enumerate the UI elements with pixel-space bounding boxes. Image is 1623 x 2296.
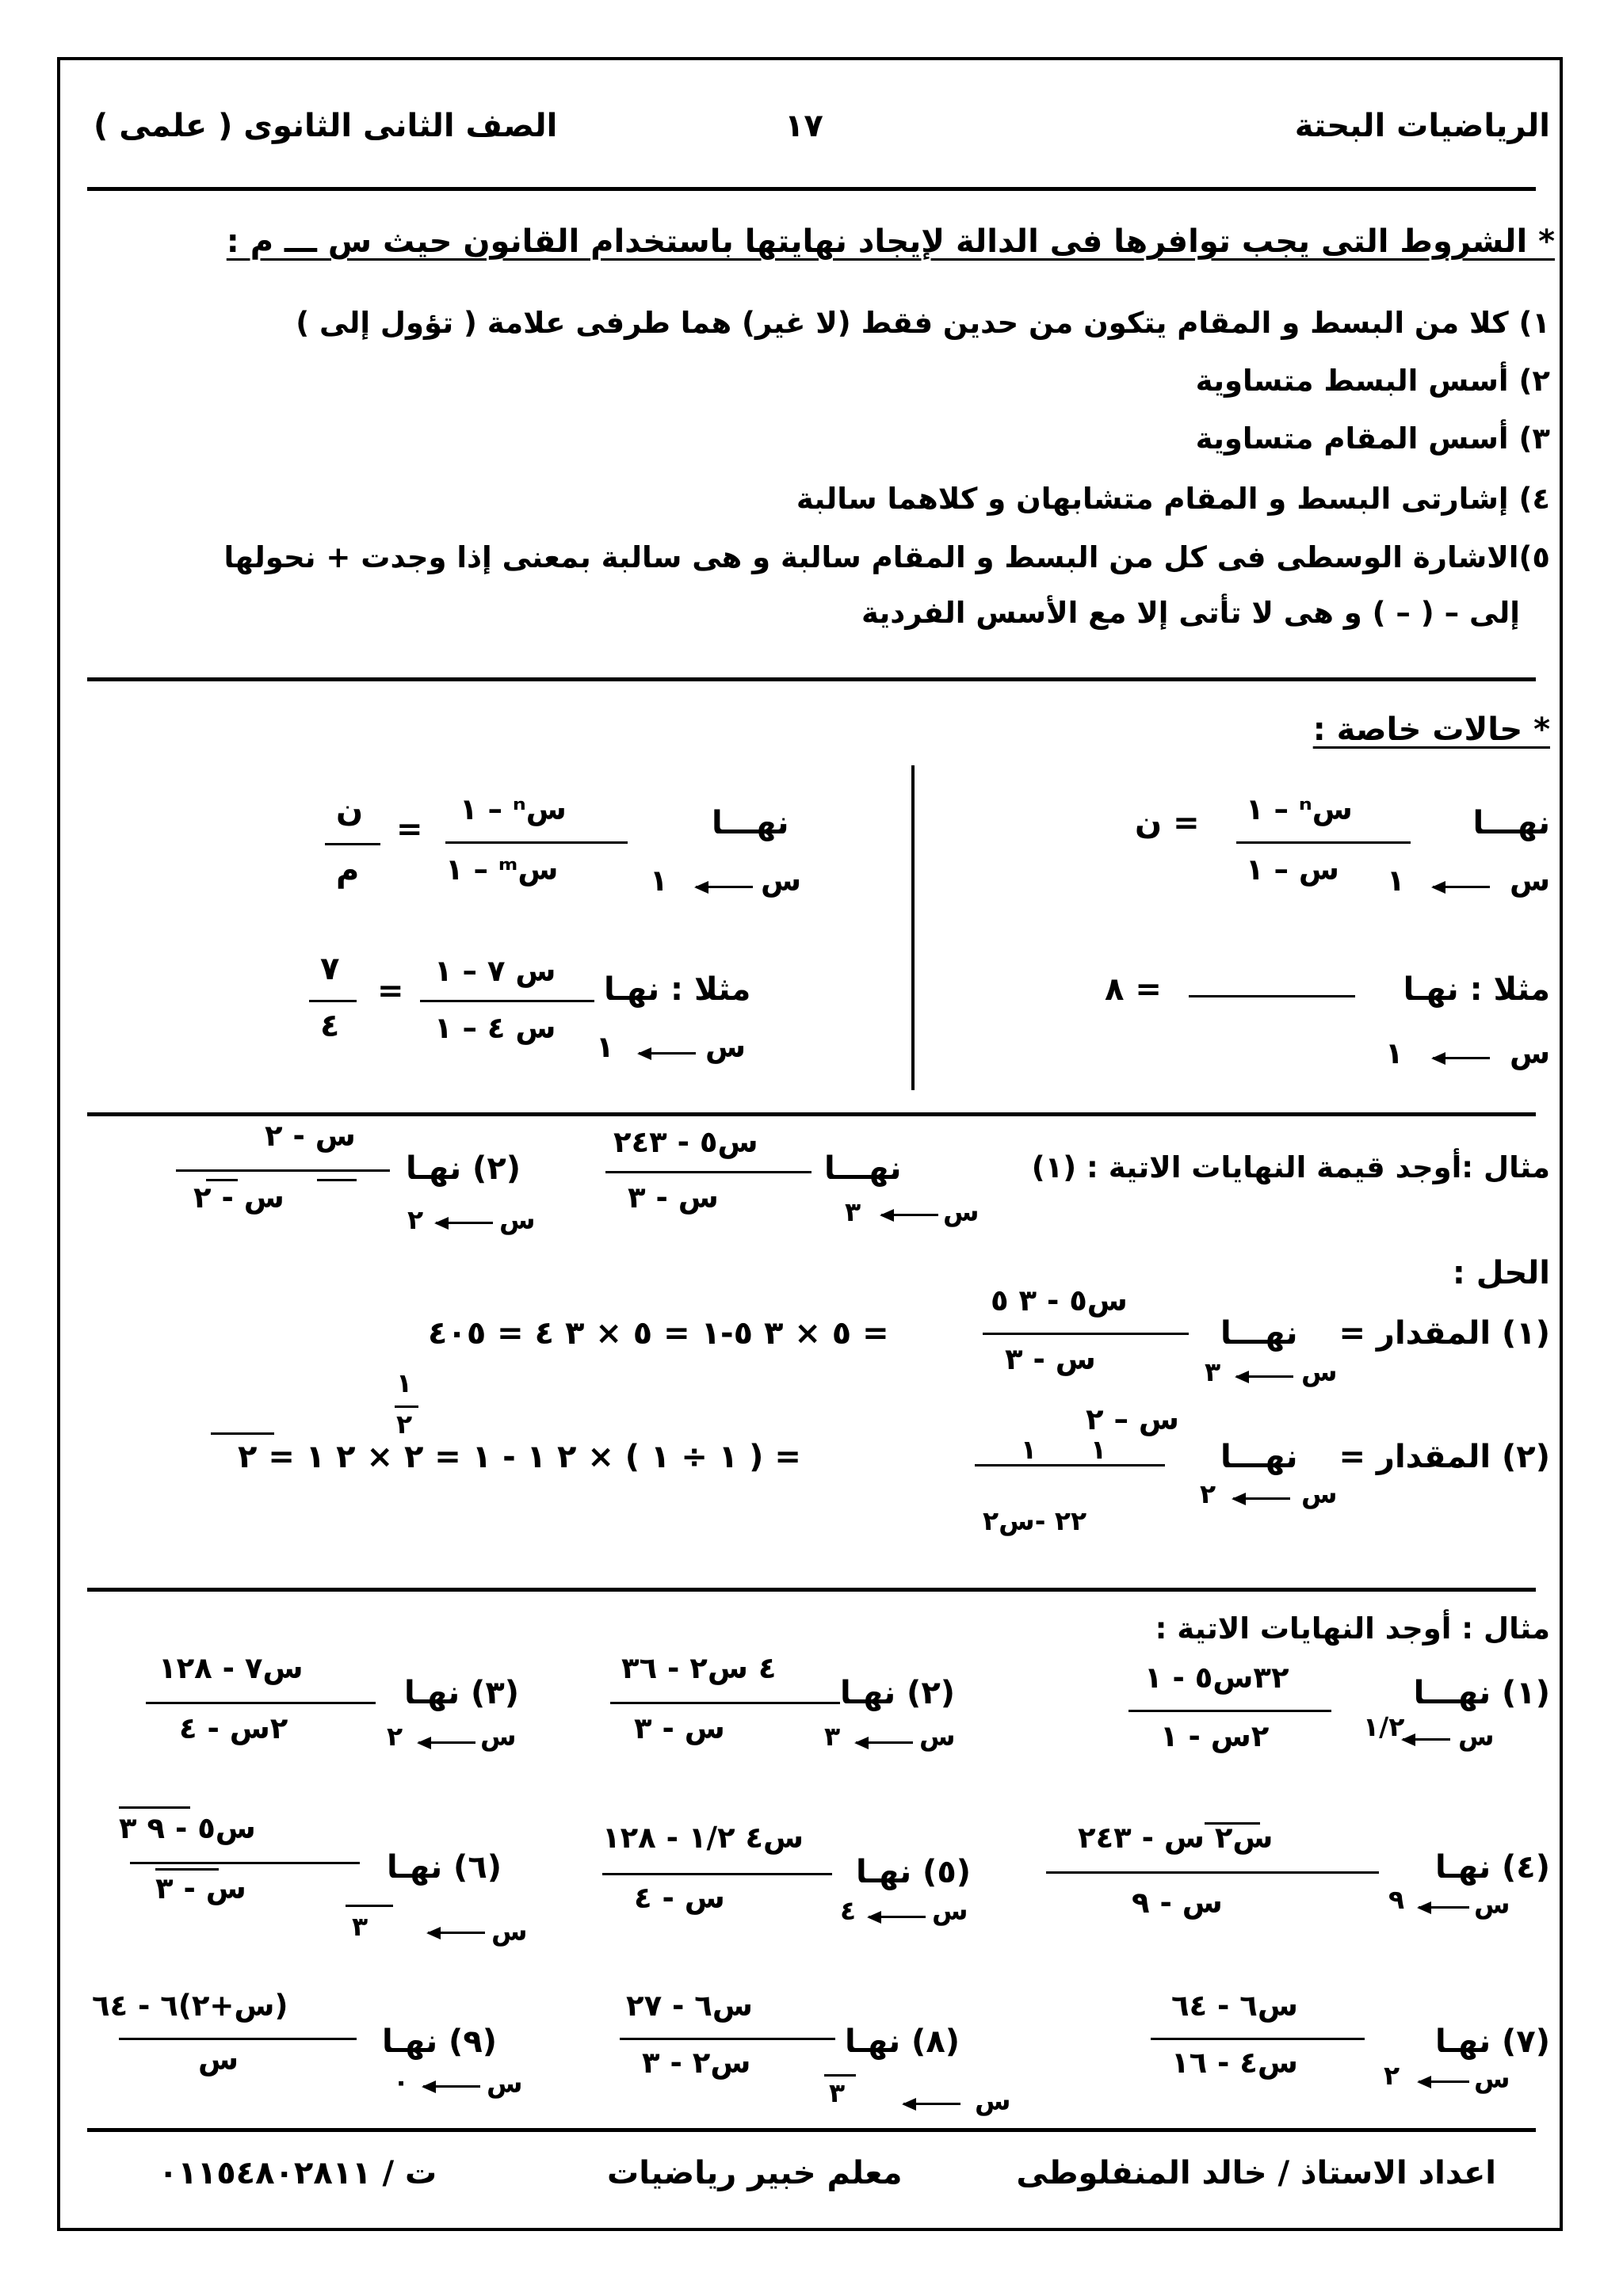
- condition-item-5: ٥)الاشارة الوسطى فى كل من البسط و المقام سالبة و هى سالبة بمعنى إذا وجدت + نحولها: [223, 540, 1550, 574]
- problem-6-radical-bar-top: [119, 1806, 190, 1809]
- case1-denominator: س – ١: [1246, 852, 1339, 887]
- special-cases-title: * حالات خاصة :: [1312, 711, 1550, 748]
- case2-x: س: [761, 864, 802, 898]
- problem-4-x: س: [1474, 1889, 1510, 1920]
- problem-4-arrow: [1419, 1906, 1469, 1909]
- problem-4-radical-bar: [1205, 1822, 1260, 1825]
- problem-3-label: (٣) نهـا: [404, 1675, 520, 1711]
- problem-2-label: (٢) نهـا: [840, 1675, 956, 1711]
- solution-line2-numerator: س – ٢: [1086, 1402, 1179, 1436]
- solution-line2-lim: نهـــا: [1220, 1439, 1298, 1475]
- solution-line1-approach: ٣: [1205, 1356, 1221, 1387]
- problem-3-denominator: ٢س - ٤: [179, 1711, 288, 1745]
- solution-line2-radical-bar: [211, 1432, 274, 1435]
- problem-9-approach: ٠: [393, 2066, 410, 2097]
- example1-approach: ١: [1385, 1036, 1403, 1070]
- solution-line2-label: (٢) المقدار =: [1338, 1439, 1550, 1475]
- solution-line2-power-two: ٢: [396, 1409, 413, 1440]
- condition-item-1: ١) كلا من البسط و المقام يتكون من حدين فقط (لا غير) هما طرفى علامة ( تؤول إلى ): [296, 306, 1550, 340]
- worked-p2-arrow: [436, 1222, 493, 1224]
- worked-p1-x: س: [943, 1196, 980, 1227]
- worked-p2-denominator: س - ٢: [193, 1180, 285, 1215]
- problem-1-x: س: [1458, 1721, 1495, 1752]
- case2-lim: نهـــا: [712, 805, 789, 841]
- worked-p2-radical-bar-2: [317, 1179, 357, 1181]
- condition-item-3: ٣) أسس المقام متساوية: [1195, 421, 1550, 456]
- conditions-divider: [87, 677, 1536, 681]
- problem-5-approach: ٤: [840, 1895, 857, 1926]
- case2-result-bar: [325, 843, 380, 845]
- problem-8-x: س: [975, 2085, 1011, 2116]
- problem-7-label: (٧) نهـا: [1434, 2023, 1550, 2060]
- example2-numerator: س ٧ – ١: [434, 954, 556, 988]
- case2-numerator: سⁿ – ١: [460, 792, 567, 826]
- problem-8-label: (٨) نهـا: [845, 2023, 960, 2060]
- problem-6-fraction-bar: [130, 1862, 360, 1864]
- example2-label: مثلا : نهـا: [604, 971, 751, 1008]
- problem-1-fraction-bar: [1128, 1710, 1331, 1712]
- problem-6-radical-bar-approach: [346, 1905, 393, 1907]
- problem-7-arrow: [1419, 2081, 1469, 2083]
- problem-6-denominator: س - ٣: [155, 1871, 246, 1905]
- case2-fraction-bar: [445, 841, 628, 844]
- solution-line1-arrow: [1236, 1375, 1293, 1378]
- header-grade: الصف الثانى الثانوى ( علمى ): [94, 108, 558, 144]
- problem-7-denominator: س٤ - ١٦: [1171, 2046, 1298, 2080]
- worked-p2-numerator: س - ٢: [265, 1119, 356, 1153]
- worked-p2-fraction-bar: [176, 1169, 390, 1172]
- problem-9-fraction-bar: [119, 2038, 357, 2040]
- worked-p1-numerator: س٥ - ٢٤٣: [613, 1125, 758, 1159]
- case1-x: س: [1509, 864, 1550, 898]
- solution-line1-fraction-bar: [983, 1333, 1189, 1335]
- problem-9-arrow: [423, 2085, 480, 2088]
- problem-2-fraction-bar: [610, 1702, 840, 1704]
- solution-line2-approach: ٢: [1200, 1478, 1216, 1509]
- solution-line2-sub-one-2: ١: [1090, 1434, 1107, 1465]
- problem-2-x: س: [919, 1721, 956, 1752]
- conditions-title: * الشروط التى يجب توافرها فى الدالة لإيجاد نهايتها باستخدام القانون حيث س ـــ م :: [226, 223, 1555, 260]
- worked-p2-x: س: [499, 1204, 536, 1235]
- problem-7-numerator: س٦ - ٦٤: [1171, 1989, 1298, 2023]
- problem-8-arrow: [903, 2103, 960, 2105]
- problem-4-label: (٤) نهـا: [1434, 1849, 1550, 1886]
- problem-5-arrow: [869, 1916, 926, 1918]
- problem-6-label: (٦) نهـا: [387, 1849, 502, 1886]
- problem-2-denominator: س - ٣: [634, 1711, 725, 1745]
- problem-1-numerator: ٣٢س٥ - ١: [1144, 1661, 1289, 1695]
- solution-line2-fraction-bar: [975, 1464, 1165, 1466]
- example1-arrow: [1433, 1057, 1490, 1059]
- problem-1-arrow: [1403, 1738, 1450, 1741]
- example1-x: س: [1509, 1036, 1550, 1070]
- problem-5-label: (٥) نهـا: [856, 1854, 972, 1890]
- example1-result: = ٨: [1105, 971, 1162, 1008]
- example2-equals: =: [377, 973, 404, 1009]
- problem-3-fraction-bar: [146, 1702, 376, 1704]
- solution-title: الحل :: [1452, 1255, 1550, 1291]
- footer-role: معلم خبير رياضيات: [607, 2155, 903, 2191]
- solution-line2-result: = ( ١ ÷ ١ ) × ٢ ١ - ١ = ٢ × ٢ ١ = ٢: [238, 1439, 801, 1475]
- footer-divider: [87, 2128, 1536, 2132]
- problem-3-numerator: س٧ - ١٢٨: [158, 1651, 304, 1685]
- solution-line1-lim: نهـــا: [1220, 1315, 1298, 1352]
- case1-fraction-bar: [1236, 841, 1411, 844]
- condition-item-2: ٢) أسس البسط متساوية: [1195, 364, 1550, 398]
- problem-5-numerator: س٤ ١/٢ - ١٢٨: [602, 1821, 804, 1855]
- problem-2-arrow: [856, 1741, 913, 1744]
- problem-5-denominator: س - ٤: [634, 1881, 725, 1915]
- worked-p2-radical-bar-1: [206, 1179, 238, 1181]
- example2-result-num: ٧: [320, 951, 340, 987]
- problem-8-fraction-bar: [620, 2038, 835, 2040]
- case2-denominator: سᵐ – ١: [445, 852, 559, 887]
- worked-example-title: مثال :أوجد قيمة النهايات الاتية : (١): [1031, 1150, 1550, 1184]
- solution-line1-denominator: س - ٣: [1005, 1342, 1096, 1376]
- problem-4-approach: ٩: [1388, 1884, 1405, 1915]
- worked-p1-fraction-bar: [605, 1171, 812, 1173]
- footer-author: اعداد الاستاذ / خالد المنفلوطى: [1016, 2155, 1496, 2191]
- worked-p2-label: (٢) نهـا: [406, 1150, 521, 1187]
- footer-phone: ت / ٠١١٥٤٨٠٢٨١١: [158, 2155, 437, 2191]
- solution-line1-label: (١) المقدار =: [1338, 1315, 1550, 1352]
- case1-numerator: سⁿ – ١: [1246, 792, 1353, 826]
- worked-p1-approach: ٣: [845, 1196, 861, 1227]
- solution-divider: [87, 1588, 1536, 1592]
- problem-6-x: س: [491, 1916, 528, 1947]
- case2-arrow: [696, 886, 753, 888]
- problem-8-approach: ٣: [829, 2077, 846, 2108]
- problem-6-numerator: س٥ - ٩ ٣: [119, 1811, 256, 1845]
- worked-p1-denominator: س - ٣: [628, 1180, 719, 1215]
- problem-9-denominator: س: [198, 2042, 239, 2077]
- problem-1-approach: ١/٢: [1363, 1711, 1405, 1742]
- problem-6-radical-bar-bottom: [155, 1868, 219, 1871]
- solution-line2-power-bar: [395, 1405, 418, 1408]
- problem-2-numerator: ٤ س٢ - ٣٦: [621, 1651, 777, 1685]
- special-cases-bottom-divider: [87, 1112, 1536, 1116]
- header-page-number: ١٧: [785, 108, 823, 144]
- example2-arrow: [639, 1052, 696, 1055]
- condition-item-4: ٤) إشارتى البسط و المقام متشابهان و كلاهما سالبة: [796, 482, 1550, 516]
- problem-9-x: س: [487, 2068, 523, 2099]
- problem-1-label: (١) نهـــا: [1413, 1675, 1550, 1711]
- problem-9-label: (٩) نهـا: [382, 2023, 498, 2060]
- solution-line1-result: = ٥ × ٣ ٥-١ = ٥ × ٣ ٤ = ٤٠٥: [428, 1315, 889, 1352]
- problem-8-denominator: س٢ - ٣: [642, 2046, 751, 2080]
- problem-8-numerator: س٦ - ٢٧: [626, 1989, 753, 2023]
- worked-p1-lim: نهـــا: [824, 1150, 902, 1187]
- case1-approach: ١: [1387, 864, 1405, 898]
- example2-fraction-bar: [420, 1000, 594, 1002]
- problem-4-denominator: س - ٩: [1132, 1886, 1223, 1920]
- problem-6-approach: ٣: [352, 1911, 369, 1942]
- case1-arrow: [1433, 886, 1490, 888]
- problem-9-numerator: (س+٢)٦ - ٦٤: [92, 1989, 288, 2023]
- problem-3-x: س: [480, 1721, 517, 1752]
- problem-5-fraction-bar: [602, 1873, 832, 1875]
- problem-2-approach: ٣: [824, 1721, 841, 1752]
- problem-6-arrow: [428, 1932, 485, 1934]
- solution-line2-x: س: [1301, 1478, 1338, 1509]
- example2-approach: ١: [596, 1030, 614, 1064]
- case2-result-num: ن: [336, 792, 364, 829]
- problem-7-fraction-bar: [1151, 2038, 1365, 2040]
- case2-result-den: م: [336, 852, 360, 889]
- example1-label: مثلا : نهـا: [1403, 971, 1550, 1008]
- solution-line2-power-one: ١: [396, 1367, 413, 1398]
- example1-fraction-bar: [1189, 995, 1355, 997]
- case1-lim: نهـــا: [1472, 805, 1550, 841]
- example2-result-bar: [309, 1000, 357, 1002]
- problem-7-approach: ٢: [1384, 2060, 1400, 2091]
- example2-denominator: س ٤ – ١: [434, 1011, 556, 1045]
- problem-3-approach: ٢: [387, 1721, 403, 1752]
- case2-equals: =: [396, 811, 423, 848]
- header-divider: [87, 187, 1536, 191]
- problem-1-denominator: ٢س - ١: [1160, 1719, 1270, 1753]
- special-cases-divider: [911, 765, 915, 1090]
- worked-p1-arrow: [881, 1214, 938, 1216]
- worked-p2-approach: ٢: [407, 1204, 424, 1235]
- problem-5-x: س: [932, 1895, 968, 1926]
- solution-line2-sub-den: ٢٢ -س٢: [983, 1505, 1087, 1536]
- solution-line1-x: س: [1301, 1356, 1338, 1387]
- problem-7-x: س: [1474, 2063, 1510, 2094]
- example2-x: س: [705, 1030, 747, 1064]
- example2-result-den: ٤: [320, 1008, 340, 1044]
- problem-4-fraction-bar: [1046, 1871, 1379, 1874]
- condition-item-5-cont: إلى – ( – ) و هى لا تأتى إلا مع الأسس الفردية: [861, 596, 1520, 630]
- problem-8-radical-bar: [824, 2074, 856, 2077]
- problem-3-arrow: [418, 1741, 475, 1744]
- solution-line2-sub-one-1: ١: [1021, 1434, 1037, 1465]
- case1-result: = ن: [1135, 805, 1200, 841]
- problem-4-numerator: س٢ س - ٢٤٣: [1078, 1821, 1274, 1855]
- problems-title: مثال : أوجد النهايات الاتية :: [1155, 1611, 1550, 1646]
- case2-approach: ١: [650, 864, 668, 898]
- header-subject: الرياضيات البحتة: [1294, 108, 1550, 144]
- solution-line1-numerator: س٥ - ٣ ٥: [991, 1283, 1128, 1318]
- solution-line2-arrow: [1233, 1497, 1290, 1500]
